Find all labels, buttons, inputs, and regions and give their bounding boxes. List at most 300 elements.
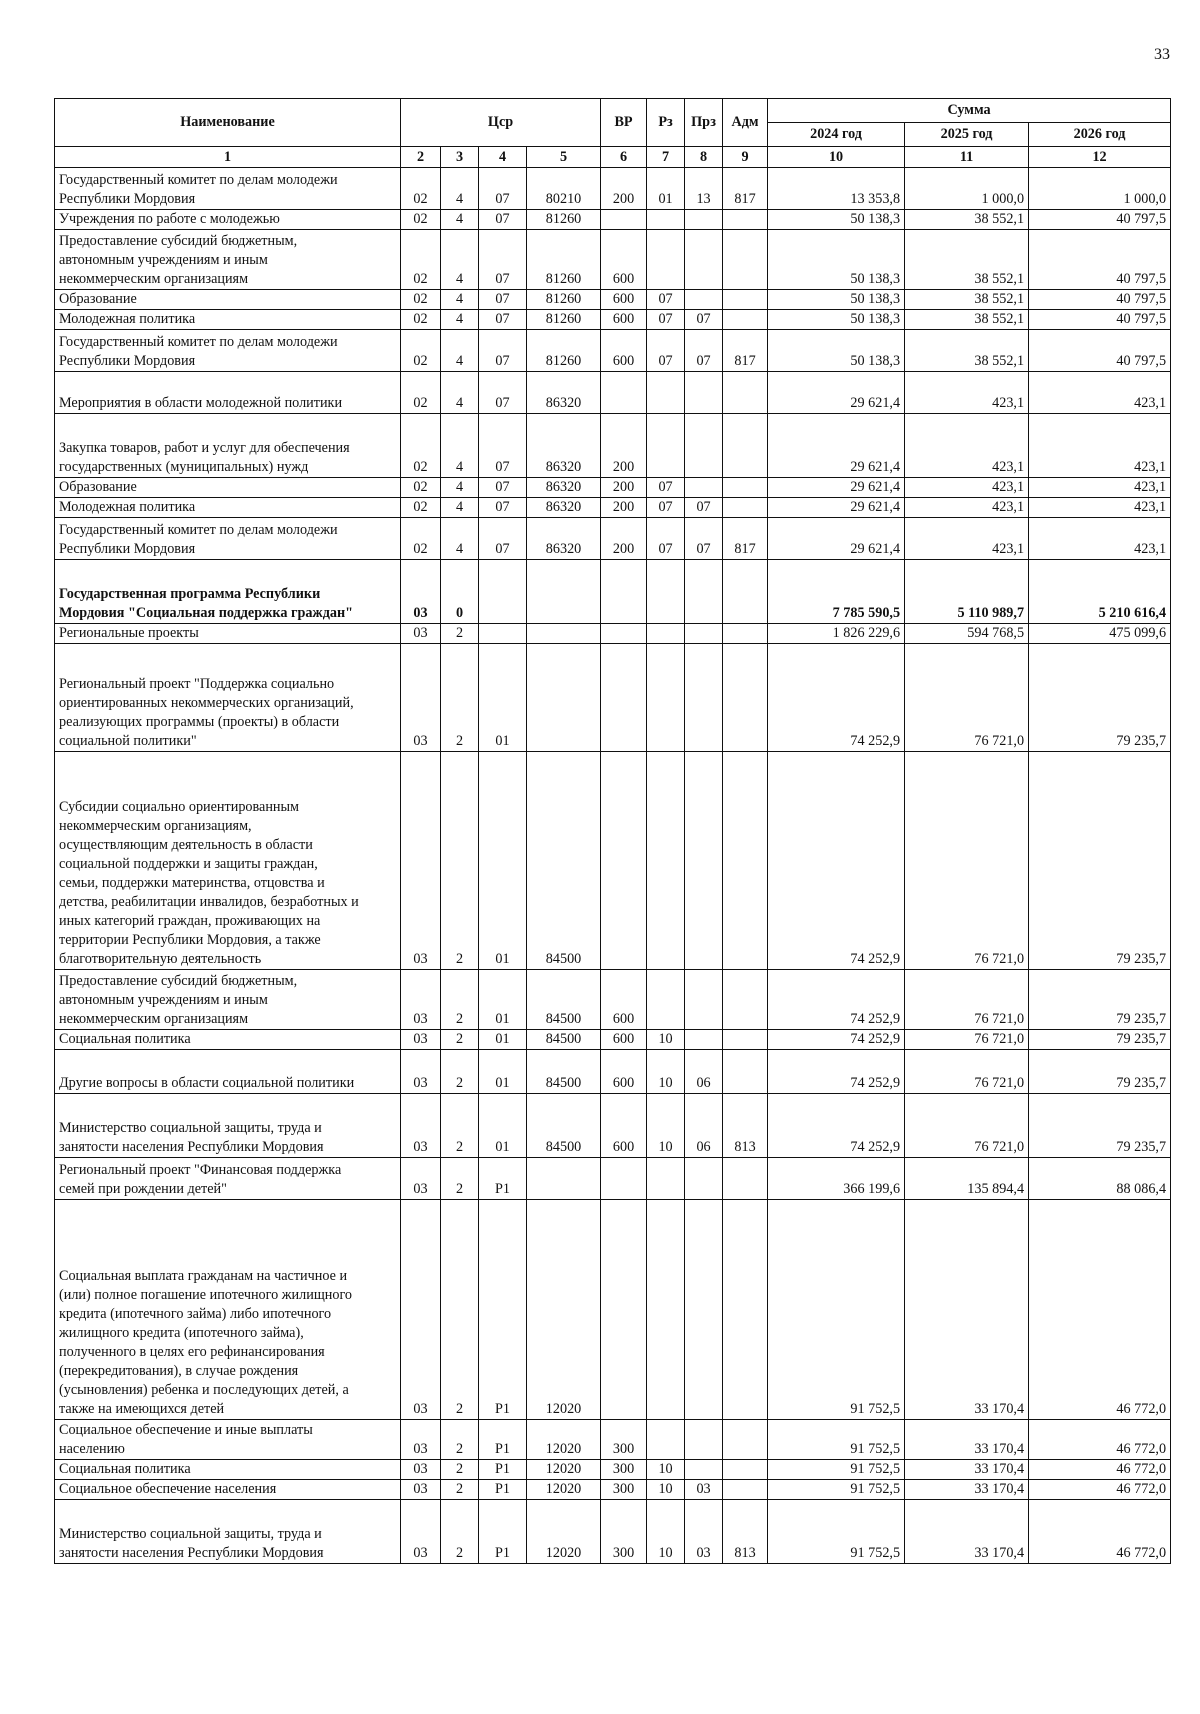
table-row	[55, 168, 1171, 210]
code-cell: 02	[401, 478, 441, 498]
code-cell	[601, 210, 647, 230]
amount-cell: 74 252,9	[768, 1050, 905, 1094]
row-name: Социальная политика	[55, 1030, 401, 1050]
code-cell: 07	[479, 478, 527, 498]
amount-cell: 38 552,1	[905, 330, 1029, 372]
amount-cell: 40 797,5	[1029, 290, 1171, 310]
amount-cell: 7 785 590,5	[768, 560, 905, 624]
code-cell: 817	[723, 168, 768, 210]
header-csr: Цср	[401, 99, 601, 147]
column-number: 11	[905, 147, 1029, 168]
code-cell	[479, 624, 527, 644]
code-cell: 2	[441, 1030, 479, 1050]
code-cell	[685, 414, 723, 478]
amount-cell: 46 772,0	[1029, 1420, 1171, 1460]
code-cell: 01	[479, 970, 527, 1030]
row-name: Предоставление субсидий бюджетным, автономным учреждениям и иным некоммерческим организациям	[55, 230, 401, 290]
code-cell: 81260	[527, 310, 601, 330]
code-cell: 2	[441, 1200, 479, 1420]
amount-cell: 38 552,1	[905, 210, 1029, 230]
page-number: 33	[1154, 46, 1170, 63]
table-row	[55, 1050, 1171, 1094]
code-cell: 2	[441, 644, 479, 752]
code-cell	[723, 210, 768, 230]
code-cell	[601, 560, 647, 624]
table-row	[55, 498, 1171, 518]
code-cell: 81260	[527, 330, 601, 372]
amount-cell: 423,1	[905, 372, 1029, 414]
code-cell: 01	[479, 644, 527, 752]
code-cell: 03	[401, 560, 441, 624]
code-cell	[723, 560, 768, 624]
amount-cell: 423,1	[905, 498, 1029, 518]
amount-cell: 5 210 616,4	[1029, 560, 1171, 624]
code-cell: 07	[479, 230, 527, 290]
code-cell: 600	[601, 1030, 647, 1050]
row-name: Социальное обеспечение населения	[55, 1480, 401, 1500]
code-cell: 600	[601, 330, 647, 372]
amount-cell: 423,1	[1029, 372, 1171, 414]
amount-cell: 91 752,5	[768, 1480, 905, 1500]
row-name: Региональный проект "Финансовая поддержка семей при рождении детей"	[55, 1158, 401, 1200]
code-cell: 06	[685, 1050, 723, 1094]
code-cell: 2	[441, 1158, 479, 1200]
code-cell: 01	[647, 168, 685, 210]
code-cell: 2	[441, 1500, 479, 1564]
amount-cell: 74 252,9	[768, 970, 905, 1030]
column-number: 6	[601, 147, 647, 168]
code-cell: 02	[401, 330, 441, 372]
header-year-2024: 2024 год	[768, 123, 905, 147]
code-cell: 4	[441, 478, 479, 498]
code-cell: 817	[723, 518, 768, 560]
budget-table	[54, 98, 1171, 1564]
code-cell: 200	[601, 498, 647, 518]
code-cell	[723, 1200, 768, 1420]
amount-cell: 50 138,3	[768, 290, 905, 310]
code-cell: 07	[479, 290, 527, 310]
amount-cell: 88 086,4	[1029, 1158, 1171, 1200]
code-cell	[685, 290, 723, 310]
table-row	[55, 414, 1171, 478]
code-cell: 07	[479, 414, 527, 478]
code-cell	[647, 1158, 685, 1200]
code-cell: 10	[647, 1030, 685, 1050]
code-cell	[723, 230, 768, 290]
row-name: Социальная выплата гражданам на частичное и (или) полное погашение ипотечного жилищного кредита (ипотечного займа) либо ипотечного жилищного кредита (ипотечного займа), полученного в целях его рефинансирования (перекредитования), в случае рождения (усыновления) ребенка и последующих детей, а также на имеющихся детей	[55, 1200, 401, 1420]
code-cell: 02	[401, 518, 441, 560]
code-cell: 4	[441, 518, 479, 560]
table-row	[55, 644, 1171, 752]
code-cell: 07	[479, 330, 527, 372]
amount-cell: 50 138,3	[768, 210, 905, 230]
code-cell: 02	[401, 210, 441, 230]
code-cell: 4	[441, 168, 479, 210]
code-cell: 200	[601, 478, 647, 498]
code-cell	[601, 644, 647, 752]
code-cell	[723, 1420, 768, 1460]
code-cell: 07	[685, 498, 723, 518]
code-cell: 07	[647, 310, 685, 330]
code-cell: Р1	[479, 1500, 527, 1564]
code-cell: 0	[441, 560, 479, 624]
code-cell: 300	[601, 1420, 647, 1460]
table-row	[55, 752, 1171, 970]
row-name: Региональный проект "Поддержка социально ориентированных некоммерческих организаций, реализующих программы (проекты) в области социальной политики"	[55, 644, 401, 752]
amount-cell: 1 000,0	[1029, 168, 1171, 210]
amount-cell: 423,1	[1029, 478, 1171, 498]
code-cell: 02	[401, 168, 441, 210]
code-cell: 86320	[527, 498, 601, 518]
column-number: 5	[527, 147, 601, 168]
column-number: 4	[479, 147, 527, 168]
amount-cell: 46 772,0	[1029, 1480, 1171, 1500]
table-row	[55, 970, 1171, 1030]
code-cell: 03	[685, 1500, 723, 1564]
code-cell: 84500	[527, 970, 601, 1030]
code-cell: 07	[479, 498, 527, 518]
code-cell	[601, 1158, 647, 1200]
code-cell	[685, 1158, 723, 1200]
code-cell: 81260	[527, 210, 601, 230]
code-cell	[723, 310, 768, 330]
row-name: Образование	[55, 290, 401, 310]
code-cell: 2	[441, 1480, 479, 1500]
amount-cell: 76 721,0	[905, 1050, 1029, 1094]
amount-cell: 29 621,4	[768, 518, 905, 560]
code-cell	[723, 1480, 768, 1500]
row-name: Учреждения по работе с молодежью	[55, 210, 401, 230]
code-cell: 10	[647, 1050, 685, 1094]
row-name: Молодежная политика	[55, 310, 401, 330]
amount-cell: 366 199,6	[768, 1158, 905, 1200]
column-number: 8	[685, 147, 723, 168]
code-cell: 81260	[527, 230, 601, 290]
amount-cell: 40 797,5	[1029, 310, 1171, 330]
code-cell	[685, 1200, 723, 1420]
amount-cell: 33 170,4	[905, 1200, 1029, 1420]
code-cell: 86320	[527, 414, 601, 478]
column-number: 9	[723, 147, 768, 168]
amount-cell: 5 110 989,7	[905, 560, 1029, 624]
code-cell	[723, 1460, 768, 1480]
code-cell: 12020	[527, 1480, 601, 1500]
code-cell: 03	[401, 644, 441, 752]
code-cell	[647, 230, 685, 290]
amount-cell: 33 170,4	[905, 1500, 1029, 1564]
amount-cell: 594 768,5	[905, 624, 1029, 644]
amount-cell: 76 721,0	[905, 752, 1029, 970]
code-cell: 84500	[527, 752, 601, 970]
amount-cell: 79 235,7	[1029, 1030, 1171, 1050]
amount-cell: 50 138,3	[768, 330, 905, 372]
code-cell: 07	[647, 518, 685, 560]
table-row	[55, 518, 1171, 560]
row-name: Молодежная политика	[55, 498, 401, 518]
code-cell: 2	[441, 624, 479, 644]
amount-cell: 40 797,5	[1029, 210, 1171, 230]
amount-cell: 74 252,9	[768, 752, 905, 970]
code-cell	[723, 290, 768, 310]
table-row	[55, 210, 1171, 230]
amount-cell: 79 235,7	[1029, 1094, 1171, 1158]
amount-cell: 423,1	[905, 518, 1029, 560]
code-cell: 4	[441, 230, 479, 290]
amount-cell: 79 235,7	[1029, 752, 1171, 970]
table-row	[55, 624, 1171, 644]
code-cell: 84500	[527, 1050, 601, 1094]
table-row	[55, 1460, 1171, 1480]
code-cell: 07	[685, 518, 723, 560]
code-cell	[723, 752, 768, 970]
code-cell: 200	[601, 414, 647, 478]
code-cell: Р1	[479, 1200, 527, 1420]
code-cell: 10	[647, 1480, 685, 1500]
code-cell: 813	[723, 1500, 768, 1564]
amount-cell: 91 752,5	[768, 1460, 905, 1480]
code-cell: 10	[647, 1500, 685, 1564]
code-cell: 84500	[527, 1030, 601, 1050]
code-cell: 07	[647, 478, 685, 498]
code-cell: 03	[401, 1094, 441, 1158]
column-number: 3	[441, 147, 479, 168]
code-cell: 2	[441, 1460, 479, 1480]
code-cell	[685, 1460, 723, 1480]
code-cell	[723, 414, 768, 478]
code-cell: 07	[647, 498, 685, 518]
code-cell: 12020	[527, 1500, 601, 1564]
code-cell	[601, 752, 647, 970]
table-row	[55, 1480, 1171, 1500]
table-row	[55, 1030, 1171, 1050]
table-row	[55, 1420, 1171, 1460]
column-number: 1	[55, 147, 401, 168]
column-number: 12	[1029, 147, 1171, 168]
amount-cell: 38 552,1	[905, 290, 1029, 310]
amount-cell: 50 138,3	[768, 310, 905, 330]
code-cell: 02	[401, 372, 441, 414]
amount-cell: 74 252,9	[768, 1030, 905, 1050]
code-cell: 02	[401, 310, 441, 330]
code-cell: 600	[601, 1094, 647, 1158]
code-cell	[527, 560, 601, 624]
code-cell: 300	[601, 1480, 647, 1500]
row-name: Образование	[55, 478, 401, 498]
amount-cell: 475 099,6	[1029, 624, 1171, 644]
code-cell	[479, 560, 527, 624]
code-cell: 4	[441, 414, 479, 478]
code-cell: 4	[441, 210, 479, 230]
code-cell: 2	[441, 1094, 479, 1158]
amount-cell: 38 552,1	[905, 230, 1029, 290]
amount-cell: 423,1	[1029, 518, 1171, 560]
row-name: Министерство социальной защиты, труда и занятости населения Республики Мордовия	[55, 1500, 401, 1564]
amount-cell: 76 721,0	[905, 970, 1029, 1030]
code-cell: 03	[401, 1158, 441, 1200]
code-cell	[647, 1420, 685, 1460]
code-cell: 03	[401, 1420, 441, 1460]
code-cell: Р1	[479, 1460, 527, 1480]
amount-cell: 423,1	[905, 414, 1029, 478]
code-cell	[647, 644, 685, 752]
code-cell: Р1	[479, 1480, 527, 1500]
code-cell: 817	[723, 330, 768, 372]
amount-cell: 29 621,4	[768, 372, 905, 414]
code-cell: 03	[401, 752, 441, 970]
amount-cell: 50 138,3	[768, 230, 905, 290]
code-cell	[647, 560, 685, 624]
amount-cell: 33 170,4	[905, 1460, 1029, 1480]
code-cell: 03	[401, 1200, 441, 1420]
code-cell: 01	[479, 1050, 527, 1094]
code-cell	[723, 970, 768, 1030]
amount-cell: 29 621,4	[768, 414, 905, 478]
code-cell: Р1	[479, 1420, 527, 1460]
amount-cell: 40 797,5	[1029, 330, 1171, 372]
amount-cell: 74 252,9	[768, 1094, 905, 1158]
code-cell	[723, 478, 768, 498]
code-cell	[685, 372, 723, 414]
code-cell	[685, 210, 723, 230]
amount-cell: 91 752,5	[768, 1200, 905, 1420]
code-cell: 03	[401, 1030, 441, 1050]
code-cell: 2	[441, 970, 479, 1030]
code-cell	[723, 624, 768, 644]
code-cell: 4	[441, 330, 479, 372]
amount-cell: 40 797,5	[1029, 230, 1171, 290]
code-cell: 03	[401, 1460, 441, 1480]
table-row	[55, 478, 1171, 498]
code-cell: 02	[401, 290, 441, 310]
row-name: Мероприятия в области молодежной политики	[55, 372, 401, 414]
code-cell: 600	[601, 1050, 647, 1094]
header-year-2026: 2026 год	[1029, 123, 1171, 147]
amount-cell: 38 552,1	[905, 310, 1029, 330]
amount-cell: 74 252,9	[768, 644, 905, 752]
code-cell	[647, 414, 685, 478]
table-row	[55, 310, 1171, 330]
code-cell: 03	[401, 970, 441, 1030]
row-name: Государственный комитет по делам молодежи Республики Мордовия	[55, 518, 401, 560]
row-name: Социальная политика	[55, 1460, 401, 1480]
code-cell	[723, 1158, 768, 1200]
table-row	[55, 560, 1171, 624]
row-name: Министерство социальной защиты, труда и занятости населения Республики Мордовия	[55, 1094, 401, 1158]
code-cell: 07	[479, 518, 527, 560]
code-cell: 07	[685, 310, 723, 330]
code-cell: 01	[479, 1094, 527, 1158]
amount-cell: 423,1	[1029, 498, 1171, 518]
row-name: Региональные проекты	[55, 624, 401, 644]
table-row	[55, 330, 1171, 372]
code-cell: 86320	[527, 372, 601, 414]
table-row	[55, 372, 1171, 414]
row-name: Государственная программа Республики Мордовия "Социальная поддержка граждан"	[55, 560, 401, 624]
code-cell: 600	[601, 290, 647, 310]
code-cell: 2	[441, 752, 479, 970]
row-name: Предоставление субсидий бюджетным, автономным учреждениям и иным некоммерческим организациям	[55, 970, 401, 1030]
code-cell: 12020	[527, 1420, 601, 1460]
amount-cell: 29 621,4	[768, 478, 905, 498]
header-year-2025: 2025 год	[905, 123, 1029, 147]
code-cell	[723, 1030, 768, 1050]
code-cell	[685, 644, 723, 752]
code-cell	[601, 1200, 647, 1420]
header-adm: Адм	[723, 99, 768, 147]
code-cell	[647, 752, 685, 970]
code-cell: 03	[401, 1500, 441, 1564]
code-cell	[647, 372, 685, 414]
amount-cell: 76 721,0	[905, 1030, 1029, 1050]
amount-cell: 1 826 229,6	[768, 624, 905, 644]
row-name: Другие вопросы в области социальной политики	[55, 1050, 401, 1094]
code-cell: 300	[601, 1500, 647, 1564]
code-cell: 12020	[527, 1200, 601, 1420]
code-cell: 03	[401, 624, 441, 644]
row-name: Государственный комитет по делам молодежи Республики Мордовия	[55, 168, 401, 210]
code-cell	[685, 752, 723, 970]
table-row	[55, 1200, 1171, 1420]
code-cell: 10	[647, 1460, 685, 1480]
table-row	[55, 290, 1171, 310]
code-cell: 02	[401, 230, 441, 290]
header-prz: Прз	[685, 99, 723, 147]
code-cell	[723, 1050, 768, 1094]
code-cell: 86320	[527, 478, 601, 498]
table-row	[55, 1500, 1171, 1564]
code-cell: 80210	[527, 168, 601, 210]
row-name: Государственный комитет по делам молодежи Республики Мордовия	[55, 330, 401, 372]
table-row	[55, 230, 1171, 290]
code-cell: 07	[479, 210, 527, 230]
code-cell: 01	[479, 752, 527, 970]
code-cell: 4	[441, 498, 479, 518]
code-cell	[527, 1158, 601, 1200]
code-cell: 81260	[527, 290, 601, 310]
column-number-row	[55, 147, 1171, 168]
amount-cell: 1 000,0	[905, 168, 1029, 210]
code-cell	[647, 624, 685, 644]
header-vr: ВР	[601, 99, 647, 147]
code-cell: 4	[441, 290, 479, 310]
amount-cell: 13 353,8	[768, 168, 905, 210]
table-row	[55, 1158, 1171, 1200]
column-number: 10	[768, 147, 905, 168]
code-cell: 2	[441, 1050, 479, 1094]
header-name: Наименование	[55, 99, 401, 147]
amount-cell: 91 752,5	[768, 1420, 905, 1460]
amount-cell: 33 170,4	[905, 1420, 1029, 1460]
code-cell: 06	[685, 1094, 723, 1158]
header-rz: Рз	[647, 99, 685, 147]
table-row	[55, 1094, 1171, 1158]
header-sum: Сумма	[768, 99, 1171, 123]
code-cell: 02	[401, 498, 441, 518]
row-name: Закупка товаров, работ и услуг для обеспечения государственных (муниципальных) нужд	[55, 414, 401, 478]
code-cell	[647, 210, 685, 230]
code-cell	[685, 624, 723, 644]
code-cell: 600	[601, 310, 647, 330]
amount-cell: 76 721,0	[905, 644, 1029, 752]
code-cell: 4	[441, 372, 479, 414]
code-cell: 07	[479, 310, 527, 330]
amount-cell: 33 170,4	[905, 1480, 1029, 1500]
amount-cell: 91 752,5	[768, 1500, 905, 1564]
amount-cell: 46 772,0	[1029, 1460, 1171, 1480]
amount-cell: 423,1	[905, 478, 1029, 498]
code-cell: 01	[479, 1030, 527, 1050]
code-cell	[723, 644, 768, 752]
